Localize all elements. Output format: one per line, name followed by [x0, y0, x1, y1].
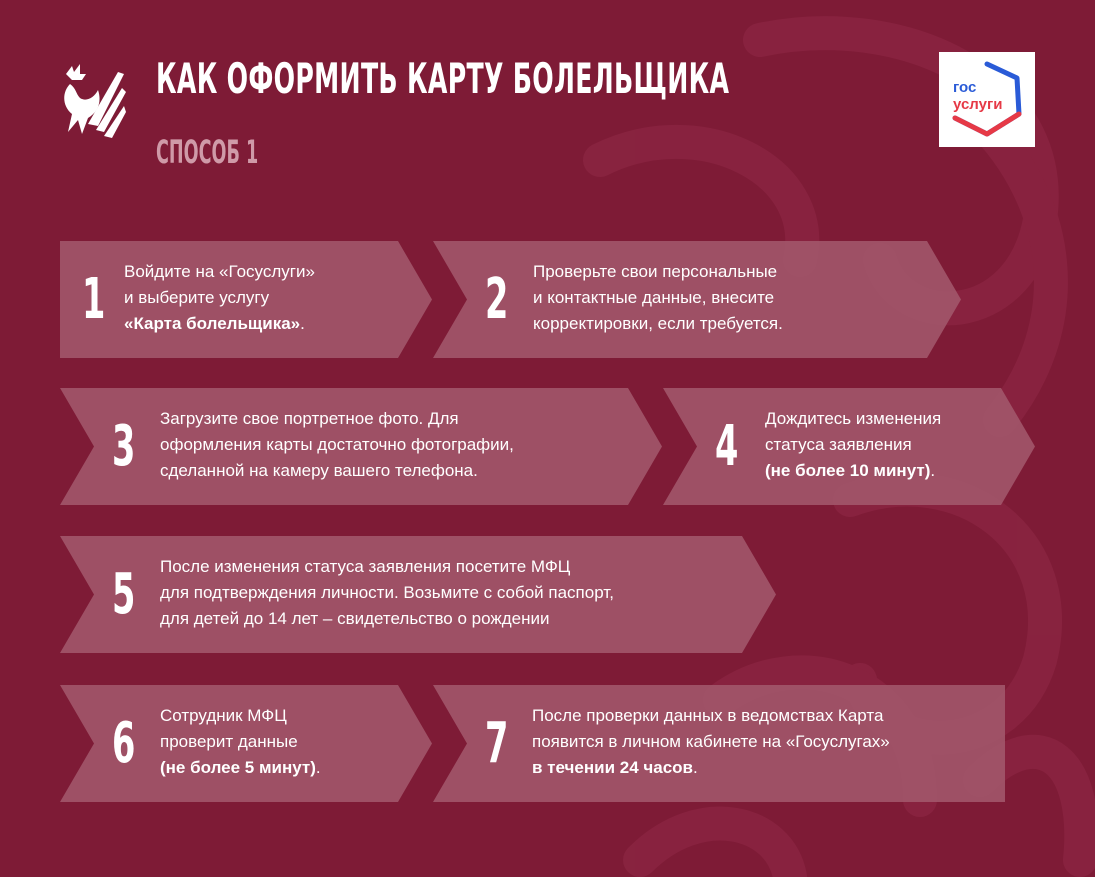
- step-4: [663, 388, 1035, 505]
- gosuslugi-logo-text-top: гос: [953, 79, 977, 96]
- step-1: [60, 241, 432, 358]
- step-4-number: 4: [715, 414, 739, 479]
- step-6-line-3: (не более 5 минут).: [160, 758, 321, 777]
- step-6-number: 6: [112, 711, 136, 776]
- step-3-line-1: Загрузите свое портретное фото. Для: [160, 409, 459, 428]
- step-7: [433, 685, 1005, 802]
- step-3-line-2: оформления карты достаточно фотографии,: [160, 435, 514, 454]
- step-7-line-2: появится в личном кабинете на «Госуслугах»: [532, 732, 890, 751]
- step-7-number: 7: [485, 711, 509, 776]
- step-1-text: [124, 259, 315, 337]
- step-2: [433, 241, 961, 358]
- step-6-text: [160, 703, 321, 781]
- page-title: КАК ОФОРМИТЬ КАРТУ БОЛЕЛЬЩИКА: [156, 54, 730, 103]
- step-5: [60, 536, 776, 653]
- step-7-line-1: После проверки данных в ведомствах Карта: [532, 706, 884, 725]
- gosuslugi-logo: [939, 52, 1035, 147]
- step-4-line-3: (не более 10 минут).: [765, 461, 936, 480]
- page-subtitle: СПОСОБ 1: [156, 133, 259, 171]
- step-1-line-2: и выберите услугу: [124, 288, 270, 307]
- step-3-number: 3: [112, 414, 136, 479]
- step-3: [60, 388, 662, 505]
- step-5-line-1: После изменения статуса заявления посетите МФЦ: [160, 557, 571, 576]
- step-2-text: [533, 259, 783, 337]
- step-1-line-3: «Карта болельщика».: [124, 314, 305, 333]
- step-3-text: [160, 406, 514, 484]
- step-2-line-3: корректировки, если требуется.: [533, 314, 783, 333]
- step-4-text: [765, 406, 941, 484]
- step-1-line-1: Войдите на «Госуслуги»: [124, 262, 315, 281]
- club-bird-logo-icon: [58, 62, 126, 144]
- step-5-line-2: для подтверждения личности. Возьмите с собой паспорт,: [160, 583, 614, 602]
- step-2-number: 2: [485, 267, 509, 332]
- step-6-line-2: проверит данные: [160, 732, 298, 751]
- step-2-line-1: Проверьте свои персональные: [533, 262, 778, 281]
- step-5-number: 5: [112, 562, 136, 627]
- step-3-line-3: сделанной на камеру вашего телефона.: [160, 461, 478, 480]
- step-6-line-1: Сотрудник МФЦ: [160, 706, 287, 725]
- step-5-line-3: для детей до 14 лет – свидетельство о рождении: [160, 609, 550, 628]
- step-7-text: [532, 703, 890, 781]
- step-4-line-1: Дождитесь изменения: [765, 409, 942, 428]
- step-4-line-2: статуса заявления: [765, 435, 912, 454]
- step-6: [60, 685, 432, 802]
- step-1-number: 1: [82, 267, 106, 332]
- step-2-line-2: и контактные данные, внесите: [533, 288, 775, 307]
- step-7-line-3: в течении 24 часов.: [532, 758, 698, 777]
- step-5-text: [160, 554, 614, 632]
- header: [0, 0, 1095, 200]
- gosuslugi-logo-text-bottom: услуги: [953, 96, 1003, 113]
